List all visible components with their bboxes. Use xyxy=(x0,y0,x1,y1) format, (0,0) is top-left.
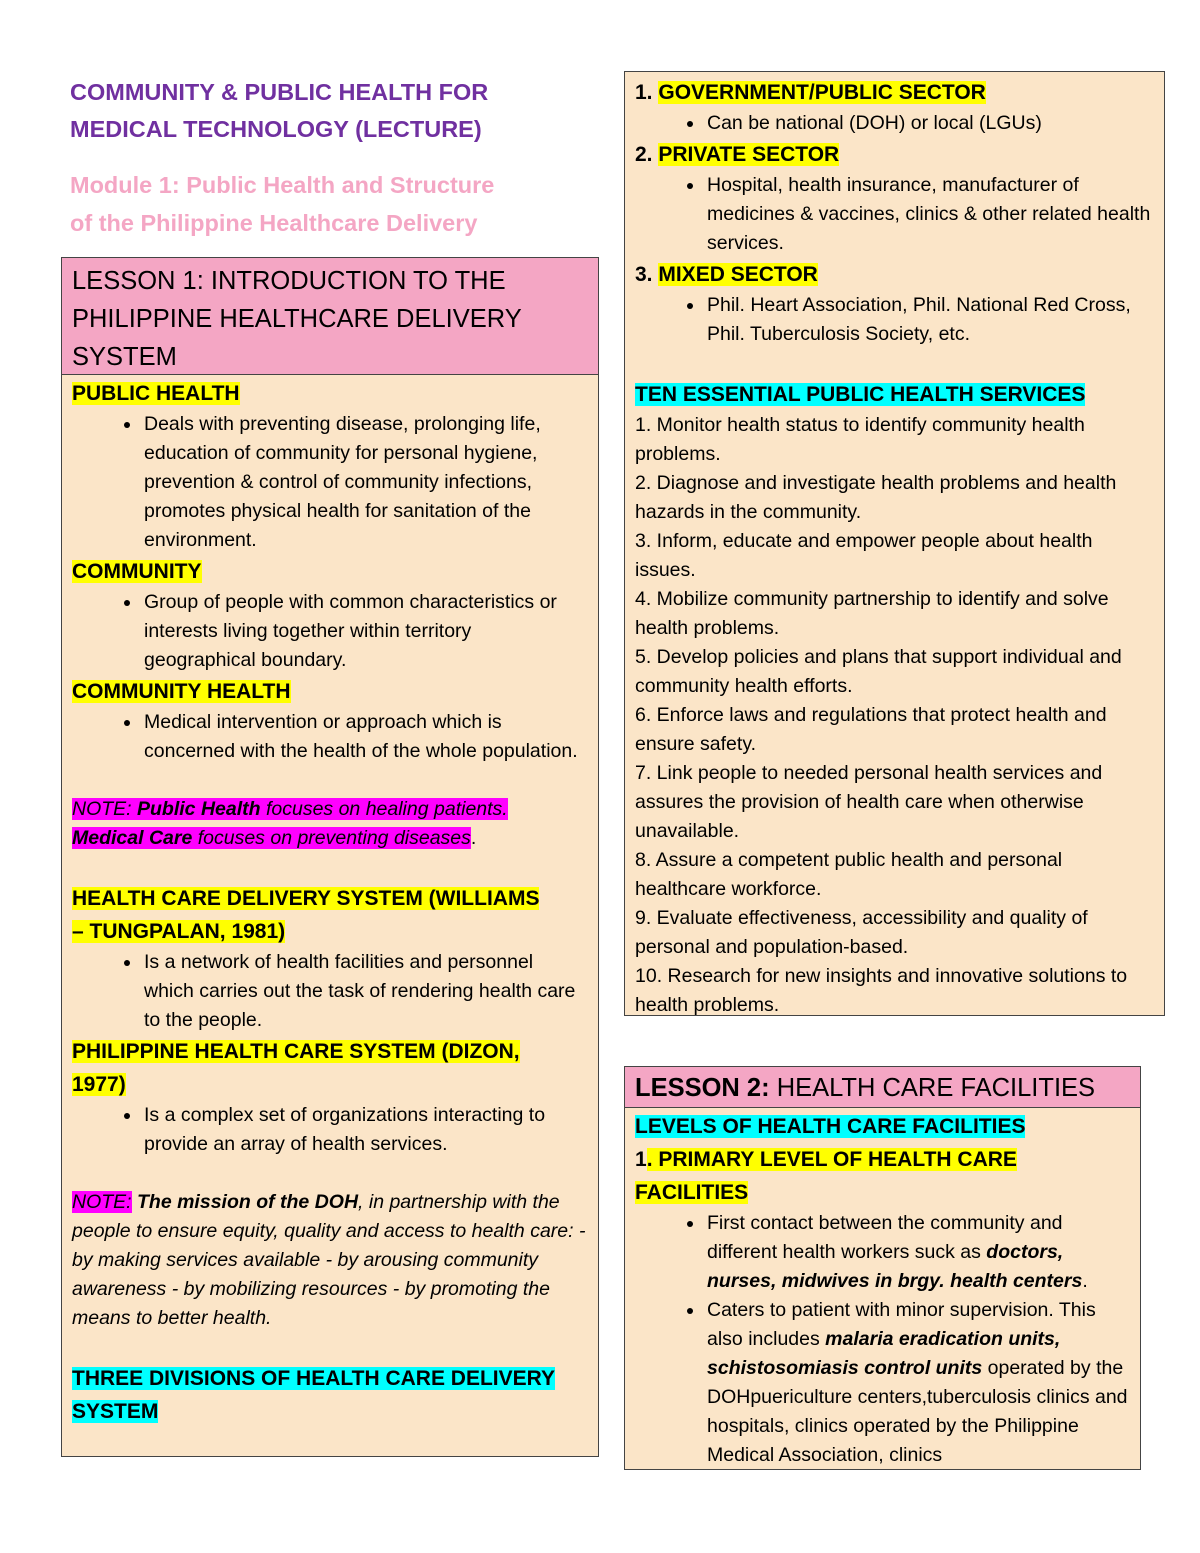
list-item: 9. Evaluate effectiveness, accessibility and quality of personal and population-based. xyxy=(635,907,1088,958)
primary-level-heading: 1. PRIMARY LEVEL OF HEALTH CARE FACILITIES xyxy=(635,1148,1017,1204)
note-public-health-medical-care: NOTE: Public Health focuses on healing patients. Medical Care focuses on preventing diseases. xyxy=(72,798,508,849)
list-item: 4. Mobilize community partnership to identify and solve health problems. xyxy=(635,588,1109,639)
sectors-services-box xyxy=(624,71,1165,1016)
lesson2-title: LESSON 2: HEALTH CARE FACILITIES xyxy=(625,1067,1140,1108)
community-health-bullet: • Medical intervention or approach which is concerned with the health of the whole population. xyxy=(142,708,588,766)
primary-bullet-first-contact: • First contact between the community and different health workers suck as doctors, nurses, midwives in brgy. health centers. xyxy=(705,1209,1130,1296)
community-health-heading: COMMUNITY HEALTH xyxy=(72,680,291,703)
gov-sector-heading: 1. GOVERNMENT/PUBLIC SECTOR xyxy=(635,81,986,104)
essential-services-list xyxy=(635,411,1154,1020)
community-heading: COMMUNITY xyxy=(72,560,202,583)
mixed-sector-heading: 3. MIXED SECTOR xyxy=(635,263,818,286)
lesson2-box xyxy=(624,1066,1141,1470)
list-item: 3. Inform, educate and empower people about health issues. xyxy=(635,530,1093,581)
list-item: 5. Develop policies and plans that support individual and community health efforts. xyxy=(635,646,1122,697)
primary-bullet-caters: • Caters to patient with minor supervision. This also includes malaria eradication units, schistosomiasis control units operated by the DOHpuericulture centers,tuberculosis clinics and hospitals, clinics operated by the Philippine Medical Association, clinics xyxy=(705,1296,1130,1470)
lesson1-box xyxy=(61,257,599,1457)
list-item: 6. Enforce laws and regulations that protect health and ensure safety. xyxy=(635,704,1107,755)
community-bullet: • Group of people with common characteristics or interests living together within territory geographical boundary. xyxy=(142,588,588,675)
list-item: 7. Link people to needed personal health services and assures the provision of health care when otherwise unavailable. xyxy=(635,762,1103,842)
mixed-sector-bullet: • Phil. Heart Association, Phil. National Red Cross, Phil. Tuberculosis Society, etc. xyxy=(705,291,1154,349)
list-item: 10. Research for new insights and innovative solutions to health problems. xyxy=(635,965,1128,1016)
public-health-heading: PUBLIC HEALTH xyxy=(72,382,240,405)
three-divisions-heading: THREE DIVISIONS OF HEALTH CARE DELIVERY SYSTEM xyxy=(72,1367,556,1423)
module-title: Module 1: Public Health and Structure of the Philippine Healthcare Delivery xyxy=(70,172,495,236)
private-sector-bullet: • Hospital, health insurance, manufacturer of medicines & vaccines, clinics & other related health services. xyxy=(705,171,1154,258)
hcds-bullet: • Is a network of health facilities and personnel which carries out the task of rendering health care to the people. xyxy=(142,948,588,1035)
lesson1-title: LESSON 1: INTRODUCTION TO THE PHILIPPINE HEALTHCARE DELIVERY SYSTEM xyxy=(62,258,598,375)
public-health-bullet: • Deals with preventing disease, prolonging life, education of community for personal hygiene, prevention & control of community infections, promotes physical health for sanitation of the environment. xyxy=(142,410,588,555)
essential-services-heading: TEN ESSENTIAL PUBLIC HEALTH SERVICES xyxy=(635,383,1086,406)
hcds-heading: HEALTH CARE DELIVERY SYSTEM (WILLIAMS – TUNGPALAN, 1981) xyxy=(72,887,540,943)
lesson1-content xyxy=(62,375,598,1428)
phcs-heading: PHILIPPINE HEALTH CARE SYSTEM (DIZON, 1977) xyxy=(72,1040,520,1096)
list-item: 1. Monitor health status to identify community health problems. xyxy=(635,414,1085,465)
private-sector-heading: 2. PRIVATE SECTOR xyxy=(635,143,840,166)
levels-heading: LEVELS OF HEALTH CARE FACILITIES xyxy=(635,1115,1026,1138)
document-title: COMMUNITY & PUBLIC HEALTH FOR MEDICAL TECHNOLOGY (LECTURE) xyxy=(70,79,489,142)
list-item: 2. Diagnose and investigate health problems and health hazards in the community. xyxy=(635,472,1117,523)
note-doh-mission: NOTE: The mission of the DOH, in partnership with the people to ensure equity, quality and access to health care: - by making services available - by arousing community awareness - by mobilizing resources - by promoting the means to better health. xyxy=(72,1191,586,1329)
gov-sector-bullet: • Can be national (DOH) or local (LGUs) xyxy=(705,109,1154,138)
phcs-bullet: • Is a complex set of organizations interacting to provide an array of health services. xyxy=(142,1101,588,1159)
list-item: 8. Assure a competent public health and personal healthcare workforce. xyxy=(635,849,1063,900)
